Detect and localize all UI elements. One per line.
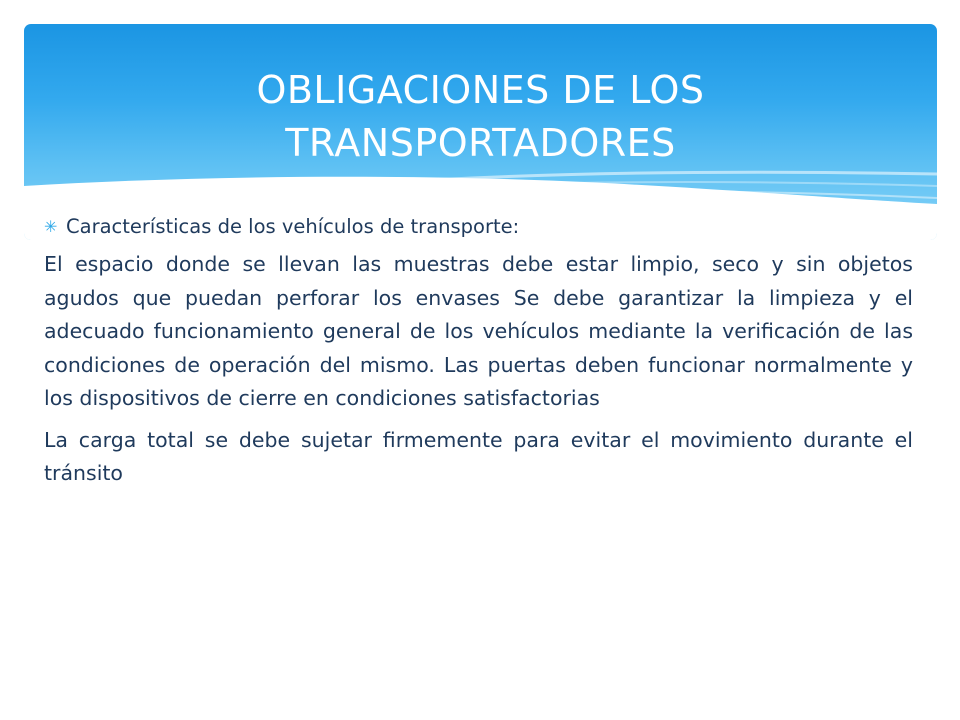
title-banner xyxy=(24,24,937,240)
body-paragraph-2: La carga total se debe sujetar firmemente para evitar el movimiento durante el tránsito xyxy=(44,427,913,485)
bullet-text: Características de los vehículos de transporte: xyxy=(66,215,520,238)
body-paragraph-1: El espacio donde se llevan las muestras debe estar limpio, seco y sin objetos agudos que puedan perforar los envases Se debe garantizar la limpieza y el adecuado funcionamiento general de los vehículos mediante la verificación de las condiciones de operación del mismo. Las puertas deben funcionar normalmente y los dispositivos de cierre en condiciones satisfactorias xyxy=(44,252,913,410)
slide-body xyxy=(44,210,917,499)
asterisk-icon: ✳ xyxy=(44,217,58,236)
slide-title-line2: TRANSPORTADORES xyxy=(285,121,676,165)
slide-title-line1: OBLIGACIONES DE LOS xyxy=(256,68,705,112)
slide-title xyxy=(24,64,937,170)
bullet-item xyxy=(44,210,917,244)
